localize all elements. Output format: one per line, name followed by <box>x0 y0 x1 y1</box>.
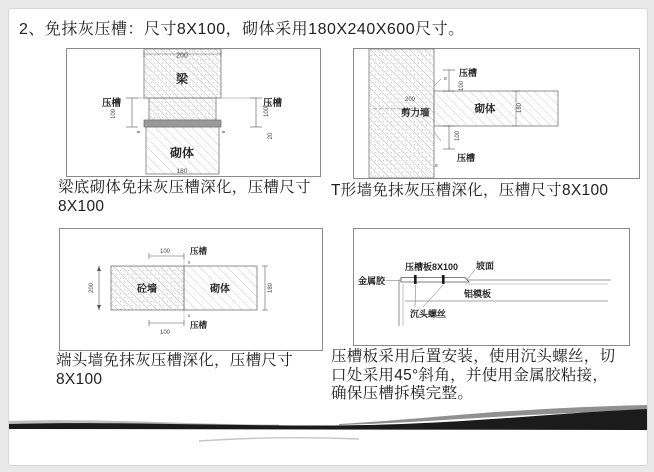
dim-notch-top: 8 <box>188 259 191 265</box>
dim-right: 180 <box>268 282 274 294</box>
dim-bottom: 100 <box>159 330 171 336</box>
dim-groove-top: 100 <box>459 80 465 92</box>
slide-background <box>8 8 648 466</box>
dim-groove-left: 100 <box>111 108 117 120</box>
t-wall-drawing <box>353 48 640 179</box>
groove-plate-diagram <box>353 228 630 346</box>
end-wall-diagram <box>59 228 323 351</box>
mortar-bed-strip <box>144 120 221 127</box>
groove-top-label: 压槽 <box>459 68 478 78</box>
groove-right-label: 压槽 <box>263 98 283 109</box>
dim-groove-bottom: 100 <box>455 130 461 142</box>
caption-line: 压槽板采用后置安装，使用沉头螺丝，切 <box>331 348 616 365</box>
end-wall-caption <box>56 352 336 389</box>
caption-line: 8X100 <box>56 370 103 388</box>
formwork-label: 铝模板 <box>464 289 492 299</box>
concrete-wall-label: 砼墙 <box>137 284 157 295</box>
beam-bottom-caption <box>58 179 333 216</box>
dim-wall: 200 <box>404 97 416 103</box>
groove-bottom-label: 压槽 <box>457 153 476 163</box>
slope-label: 坡面 <box>476 261 495 271</box>
screw-mark <box>442 275 445 284</box>
dim-left: 200 <box>89 282 95 294</box>
masonry-label: 砌体 <box>210 284 230 295</box>
masonry-label: 砌体 <box>169 146 195 160</box>
dim-notch-right: 8 <box>221 130 226 134</box>
dim-masonry-width: 180 <box>176 168 188 175</box>
dim-masonry: 180 <box>517 102 523 114</box>
dim-notch-bottom: 8 <box>188 313 191 318</box>
groove-plate-drawing <box>353 228 630 346</box>
screw-label: 沉头螺丝 <box>410 309 447 319</box>
panel-border <box>354 229 630 346</box>
plate-label: 压槽板8X100 <box>405 262 459 272</box>
dim-bed: 20 <box>268 132 274 140</box>
masonry-band-label: 砌体 <box>474 103 496 115</box>
groove-left-label: 压槽 <box>102 98 122 109</box>
caption-line: 梁底砌体免抹灰压槽深化，压槽尺寸 <box>58 179 311 196</box>
caption-line: 端头墙免抹灰压槽深化，压槽尺寸 <box>56 352 294 369</box>
dim-notch-bottom: 8 <box>435 164 438 169</box>
dim-top: 100 <box>159 249 171 255</box>
beam-label: 梁 <box>175 72 189 86</box>
dim-beam-width: 200 <box>176 52 188 60</box>
caption-line: T形墙免抹灰压槽深化，压槽尺寸8X100 <box>331 182 609 199</box>
dim-groove-right: 100 <box>264 106 270 118</box>
masonry-band-hatch <box>434 91 558 126</box>
page-title: 2、免抹灰压槽：尺寸8X100，砌体采用180X240X600尺寸。 <box>19 21 465 38</box>
t-wall-caption <box>331 182 651 201</box>
dim-notch-top: 8 <box>444 77 447 82</box>
t-wall-diagram <box>353 48 640 179</box>
metal-glue-label: 金属胶 <box>358 276 386 286</box>
shear-wall-label: 剪力墙 <box>401 108 430 119</box>
end-wall-drawing <box>59 228 323 351</box>
caption-line: 确保压槽拆模完整。 <box>331 385 474 402</box>
screw-mark <box>414 275 417 284</box>
caption-line: 8X100 <box>58 197 105 215</box>
dim-notch-left: 8 <box>136 130 141 134</box>
caption-line: 口处采用45°斜角，并使用金属胶粘接， <box>331 366 609 384</box>
groove-top-label: 压槽 <box>190 246 208 256</box>
beam-bottom-diagram <box>66 48 321 177</box>
groove-bottom-label: 压槽 <box>190 320 208 330</box>
ink-brush-decoration <box>9 394 647 465</box>
beam-bottom-drawing <box>66 48 321 177</box>
